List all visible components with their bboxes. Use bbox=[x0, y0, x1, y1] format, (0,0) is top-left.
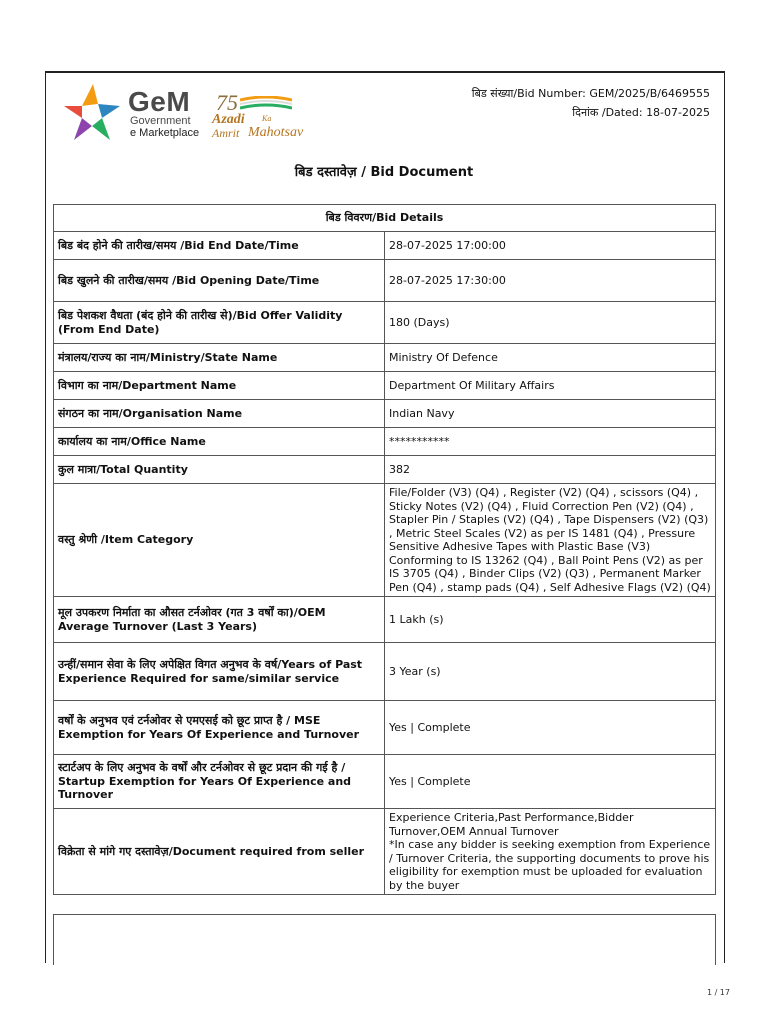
row-value: 28-07-2025 17:30:00 bbox=[385, 260, 716, 302]
document-title: बिड दस्तावेज़ / Bid Document bbox=[294, 165, 474, 180]
bid-number-line bbox=[472, 84, 710, 103]
next-section-box bbox=[53, 914, 716, 965]
row-value: File/Folder (V3) (Q4) , Register (V2) (Q4) , scissors (Q4) , Sticky Notes (V2) (Q4) , Fluid Correction Pen (V2) (Q4) , Stapler Pin / Staples (V2) (Q4) , Tape Dispensers (V2) (Q3) , Metric Steel Scales (V2) as per IS 1481 (Q4) , Pressure Sensitive Adhesive Tapes with Plastic Base (V3) Conforming to IS 13262 (Q4) , Ball Point Pens (V2) as per IS 3705 (Q4) , Binder Clips (V2) (Q3) , Permanent Marker Pen (Q4) , stamp pads (Q4) , Self Adhesive Flags (V2) (Q4) bbox=[385, 484, 716, 597]
dated-line bbox=[472, 103, 710, 122]
table-row bbox=[54, 372, 716, 400]
table-row bbox=[54, 400, 716, 428]
azadi-ka-amrit-mahotsav-logo bbox=[212, 90, 307, 142]
row-value: 3 Year (s) bbox=[385, 643, 716, 701]
row-label: वर्षों के अनुभव एवं टर्नओवर से एमएसई को छूट प्राप्त है / MSE Exemption for Years Of Experience and Turnover bbox=[54, 701, 385, 755]
bid-details-table bbox=[53, 204, 716, 895]
row-label: स्टार्टअप के लिए अनुभव के वर्षों और टर्नओवर से छूट प्रदान की गई है / Startup Exemption for Years Of Experience and Turnover bbox=[54, 755, 385, 809]
azadi-word: Azadi bbox=[212, 112, 245, 127]
table-row bbox=[54, 484, 716, 597]
table-row bbox=[54, 809, 716, 895]
row-label: संगठन का नाम/Organisation Name bbox=[54, 400, 385, 428]
azadi-75: 75 bbox=[216, 90, 238, 115]
row-value: 382 bbox=[385, 456, 716, 484]
row-label: मंत्रालय/राज्य का नाम/Ministry/State Name bbox=[54, 344, 385, 372]
gem-subtitle-government: Government bbox=[130, 115, 191, 127]
table-row bbox=[54, 597, 716, 643]
gem-subtitle-marketplace: e Marketplace bbox=[130, 127, 200, 139]
azadi-amrit: Amrit bbox=[212, 126, 240, 140]
row-label: कार्यालय का नाम/Office Name bbox=[54, 428, 385, 456]
dated-value: 18-07-2025 bbox=[646, 106, 710, 119]
table-row bbox=[54, 456, 716, 484]
table-row bbox=[54, 302, 716, 344]
row-value: Yes | Complete bbox=[385, 701, 716, 755]
bid-number-label: बिड संख्या/Bid Number: bbox=[471, 87, 586, 100]
row-label: बिड पेशकश वैधता (बंद होने की तारीख से)/Bid Offer Validity (From End Date) bbox=[54, 302, 385, 344]
logo-area bbox=[62, 82, 312, 142]
row-value: Experience Criteria,Past Performance,Bidder Turnover,OEM Annual Turnover *In case any bidder is seeking exemption from Experience / Turnover Criteria, the supporting documents to prove his eligibility for exemption must be uploaded for evaluation by the buyer bbox=[385, 809, 716, 895]
azadi-mahotsav: Mahotsav bbox=[248, 125, 304, 140]
dated-label: दिनांक /Dated: bbox=[572, 106, 643, 119]
table-row bbox=[54, 344, 716, 372]
row-value: 28-07-2025 17:00:00 bbox=[385, 232, 716, 260]
row-value: 180 (Days) bbox=[385, 302, 716, 344]
table-row bbox=[54, 755, 716, 809]
row-value: *********** bbox=[385, 428, 716, 456]
page-indicator: 1 / 17 bbox=[706, 988, 730, 997]
table-row bbox=[54, 643, 716, 701]
row-value: 1 Lakh (s) bbox=[385, 597, 716, 643]
row-label: मूल उपकरण निर्माता का औसत टर्नओवर (गत 3 वर्षों का)/OEM Average Turnover (Last 3 Years) bbox=[54, 597, 385, 643]
row-value: Yes | Complete bbox=[385, 755, 716, 809]
row-label: कुल मात्रा/Total Quantity bbox=[54, 456, 385, 484]
row-label: उन्हीं/समान सेवा के लिए अपेक्षित विगत अनुभव के वर्ष/Years of Past Experience Required for same/similar service bbox=[54, 643, 385, 701]
bid-meta bbox=[472, 84, 710, 122]
azadi-ka: Ka bbox=[262, 114, 272, 123]
row-value: Department Of Military Affairs bbox=[385, 372, 716, 400]
tricolor-swoosh-icon bbox=[240, 96, 292, 110]
table-row bbox=[54, 260, 716, 302]
gem-wordmark: GeM bbox=[128, 86, 191, 117]
row-value: Indian Navy bbox=[385, 400, 716, 428]
table-heading-row bbox=[54, 205, 716, 232]
table-row bbox=[54, 701, 716, 755]
table-row bbox=[54, 232, 716, 260]
row-value: Ministry Of Defence bbox=[385, 344, 716, 372]
row-label: बिड बंद होने की तारीख/समय /Bid End Date/Time bbox=[54, 232, 385, 260]
bid-number-value: GEM/2025/B/6469555 bbox=[589, 87, 710, 100]
gem-star-logo-icon bbox=[62, 82, 124, 142]
row-label: विक्रेता से मांगे गए दस्तावेज़/Document required from seller bbox=[54, 809, 385, 895]
row-label: बिड खुलने की तारीख/समय /Bid Opening Date/Time bbox=[54, 260, 385, 302]
table-heading: बिड विवरण/Bid Details bbox=[54, 205, 716, 232]
row-label: विभाग का नाम/Department Name bbox=[54, 372, 385, 400]
row-label: वस्तु श्रेणी /Item Category bbox=[54, 484, 385, 597]
table-row bbox=[54, 428, 716, 456]
